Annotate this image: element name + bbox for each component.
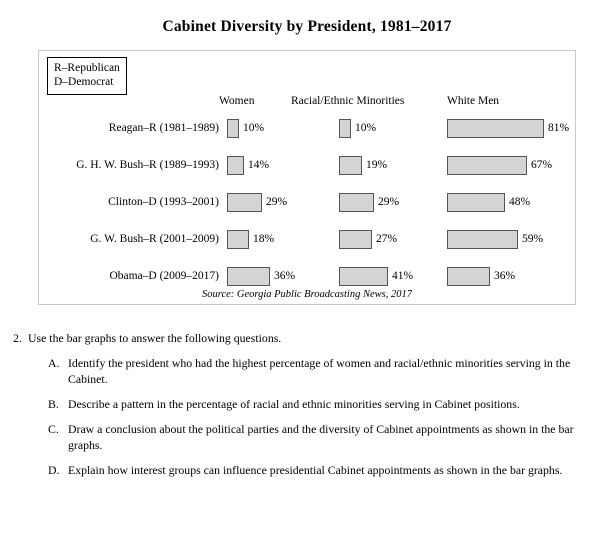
chart-figure xyxy=(38,50,576,305)
question-item-b xyxy=(48,397,604,413)
column-headers xyxy=(39,95,575,111)
bar-white-men xyxy=(447,193,505,212)
chart-row xyxy=(39,226,575,263)
bar-value-white-men: 81% xyxy=(548,122,570,134)
row-label: Clinton–D (1993–2001) xyxy=(108,196,219,208)
bar-value-white-men: 36% xyxy=(494,270,516,282)
bar-value-women: 18% xyxy=(253,233,275,245)
bar-white-men xyxy=(447,119,544,138)
bar-value-women: 36% xyxy=(274,270,296,282)
bar-value-women: 10% xyxy=(243,122,265,134)
bar-women xyxy=(227,267,270,286)
bar-value-minorities: 27% xyxy=(376,233,398,245)
source-note: Source: Georgia Public Broadcasting News, 2017 xyxy=(202,289,412,300)
questions-section xyxy=(8,331,604,478)
question-letter: D. xyxy=(48,462,60,477)
question-letter: C. xyxy=(48,421,59,436)
question-prompt xyxy=(8,331,604,347)
column-header-minorities: Racial/Ethnic Minorities xyxy=(291,95,405,107)
question-subitems xyxy=(48,356,604,479)
question-letter: B. xyxy=(48,396,59,411)
question-text: Identify the president who had the highest percentage of women and racial/ethnic minorities serving in the Cabinet. xyxy=(68,355,571,386)
bar-minorities xyxy=(339,119,351,138)
bar-minorities xyxy=(339,230,372,249)
question-item-d xyxy=(48,463,604,479)
bar-value-minorities: 29% xyxy=(378,196,400,208)
row-label: G. H. W. Bush–R (1989–1993) xyxy=(76,159,219,171)
chart-row xyxy=(39,152,575,189)
bar-white-men xyxy=(447,267,490,286)
question-text: Draw a conclusion about the political parties and the diversity of Cabinet appointments as shown in the bar graphs. xyxy=(68,421,574,452)
chart-row xyxy=(39,189,575,226)
chart-row xyxy=(39,115,575,152)
bar-value-minorities: 10% xyxy=(355,122,377,134)
question-prompt-text: Use the bar graphs to answer the following questions. xyxy=(28,331,282,345)
column-header-white-men: White Men xyxy=(447,95,500,107)
question-number: 2. xyxy=(13,331,22,345)
bar-value-minorities: 41% xyxy=(392,270,414,282)
bar-value-women: 29% xyxy=(266,196,288,208)
bar-value-white-men: 67% xyxy=(531,159,553,171)
bar-women xyxy=(227,230,249,249)
row-label: G. W. Bush–R (2001–2009) xyxy=(90,233,219,245)
bar-value-women: 14% xyxy=(248,159,270,171)
question-text: Describe a pattern in the percentage of racial and ethnic minorities serving in Cabinet positions. xyxy=(68,396,520,411)
legend-item-republican: R–Republican xyxy=(54,62,120,74)
bar-value-white-men: 48% xyxy=(509,196,531,208)
bar-women xyxy=(227,119,239,138)
page-title: Cabinet Diversity by President, 1981–2017 xyxy=(162,18,452,35)
chart-rows xyxy=(39,115,575,300)
question-item-a xyxy=(48,356,604,388)
legend xyxy=(47,57,127,95)
question-text: Explain how interest groups can influence presidential Cabinet appointments as shown in the bar graphs. xyxy=(68,462,563,477)
bar-white-men xyxy=(447,230,518,249)
bar-value-minorities: 19% xyxy=(366,159,388,171)
bar-minorities xyxy=(339,156,362,175)
bar-white-men xyxy=(447,156,527,175)
bar-women xyxy=(227,193,262,212)
question-item-c xyxy=(48,422,604,454)
question-letter: A. xyxy=(48,355,60,370)
row-label: Obama–D (2009–2017) xyxy=(109,270,219,282)
bar-minorities xyxy=(339,267,388,286)
row-label: Reagan–R (1981–1989) xyxy=(108,122,219,134)
bar-value-white-men: 59% xyxy=(522,233,544,245)
bar-women xyxy=(227,156,244,175)
legend-item-democrat: D–Democrat xyxy=(54,76,114,89)
bar-minorities xyxy=(339,193,374,212)
column-header-women: Women xyxy=(219,95,255,107)
